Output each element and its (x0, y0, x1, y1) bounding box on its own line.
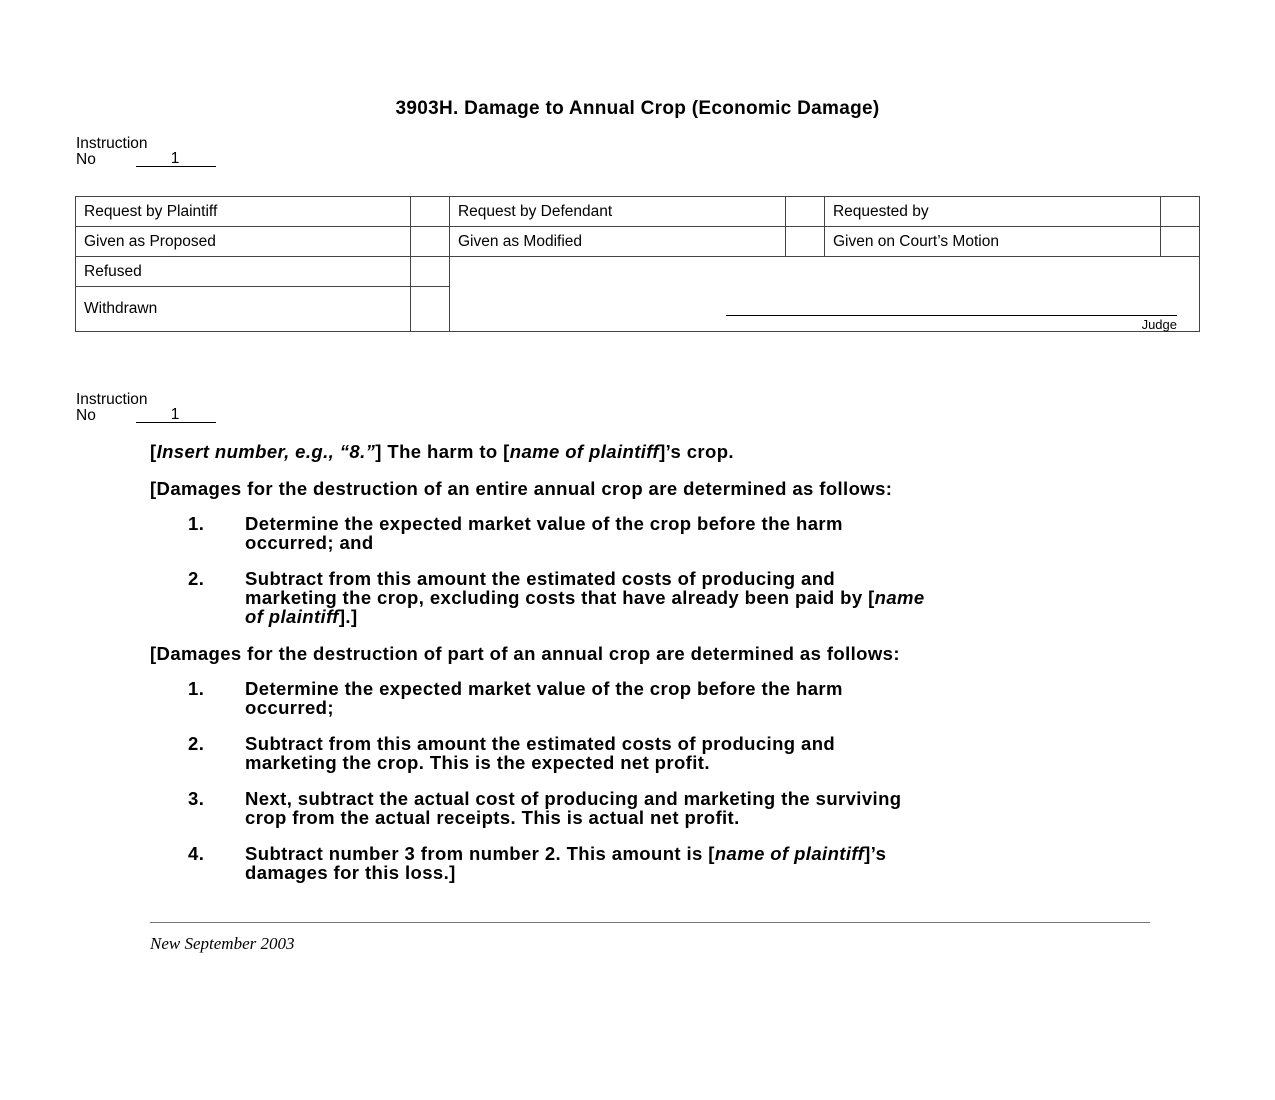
given-as-proposed-checkbox[interactable] (411, 227, 450, 257)
no-label: No (76, 407, 96, 424)
judge-signature-line[interactable] (726, 315, 1177, 316)
instruction-number-block (76, 135, 180, 168)
revision-note: New September 2003 (150, 934, 295, 953)
instruction-label: Instruction (76, 135, 148, 152)
request-by-plaintiff-label: Request by Plaintiff (76, 197, 411, 227)
requested-by-label: Requested by (824, 197, 1160, 227)
entire-crop-intro: [Damages for the destruction of an entire annual crop are determined as follows: (150, 478, 893, 499)
requested-by-checkbox[interactable] (1161, 197, 1200, 227)
refused-checkbox[interactable] (411, 257, 450, 287)
instruction-heading: [Insert number, e.g., “8.”] The harm to [name of plaintiff]’s crop. (150, 441, 734, 462)
given-on-courts-motion-label: Given on Court’s Motion (824, 227, 1160, 257)
withdrawn-label: Withdrawn (76, 287, 411, 332)
instruction-label: Instruction (76, 391, 148, 408)
no-label: No (76, 151, 96, 168)
request-status-table (75, 196, 1200, 332)
partial-crop-intro: [Damages for the destruction of part of an annual crop are determined as follows: (150, 643, 900, 664)
withdrawn-checkbox[interactable] (411, 287, 450, 332)
plaintiff-name-placeholder: name of plaintiff (509, 441, 660, 462)
given-as-modified-label: Given as Modified (449, 227, 785, 257)
given-on-courts-motion-checkbox[interactable] (1161, 227, 1200, 257)
request-by-defendant-checkbox[interactable] (786, 197, 825, 227)
insert-number-placeholder: Insert number, e.g., “8.” (156, 441, 376, 462)
instruction-number-block-2 (76, 391, 180, 424)
footer-divider (150, 922, 1150, 923)
instruction-number-field: 1 (136, 408, 216, 423)
request-by-plaintiff-checkbox[interactable] (411, 197, 450, 227)
document-title: 3903H. Damage to Annual Crop (Economic Damage) (395, 98, 880, 119)
given-as-proposed-label: Given as Proposed (76, 227, 411, 257)
request-by-defendant-label: Request by Defendant (449, 197, 785, 227)
given-as-modified-checkbox[interactable] (786, 227, 825, 257)
judge-signature-cell (449, 257, 1199, 332)
instruction-number-field: 1 (136, 152, 216, 167)
judge-label: Judge (1141, 317, 1177, 332)
refused-label: Refused (76, 257, 411, 287)
